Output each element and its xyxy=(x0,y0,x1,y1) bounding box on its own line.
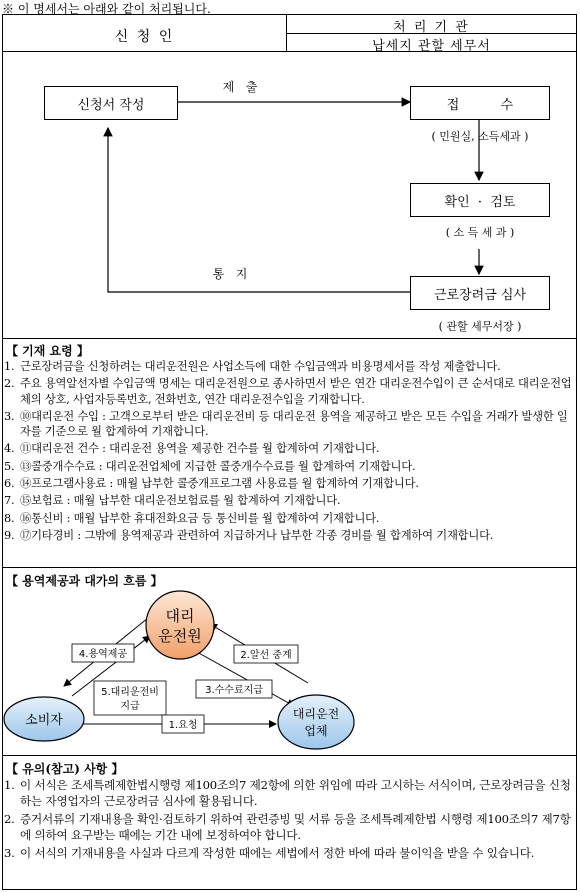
flow-review-label: 확인 · 검토 xyxy=(444,194,516,210)
guide-list xyxy=(4,359,576,545)
note-item-num: 3. xyxy=(4,846,15,860)
guide-item-text: ⑪대리운전 건수 : 대리운전 용역을 제공한 건수를 월 합계하여 기재합니다. xyxy=(20,442,380,456)
flow-review-box xyxy=(410,183,550,217)
flow-judge-box xyxy=(410,276,550,310)
service-flow-title: 【 용역제공과 대가의 흐름 】 xyxy=(6,574,163,588)
guide-item-text: ⑬콜중개수수료 : 대리운전업체에 지급한 콜중개수수료를 월 합계하여 기재합니다. xyxy=(20,459,416,473)
guide-item-text: ⑯통신비 : 매월 납부한 휴대전화요금 등 통신비를 월 합계하여 기재합니다. xyxy=(20,511,380,525)
header-processor: 처 리 기 관 xyxy=(393,20,470,35)
guide-item-num: 2. xyxy=(4,377,15,391)
company-label-2: 업체 xyxy=(304,724,328,738)
guide-item-text: ⑰기타경비 : 그밖에 용역제공과 관련하여 지급하거나 납부한 각종 경비를 월 합계하여 기재합니다. xyxy=(20,528,494,542)
flow-receive-sub: ( 민원실, 소득세과 ) xyxy=(431,130,529,143)
list-item xyxy=(4,476,576,491)
guide-item-text: 근로장려금을 신청하려는 대리운전원은 사업소득에 대한 수입금액과 비용명세서를 작성 제출합니다. xyxy=(20,360,501,373)
guide-item-text: ⑮보험료 : 매월 납부한 대리운전보험료를 월 합계하여 기재합니다. xyxy=(20,494,341,508)
notes-title: 【 유의(참고) 사항 】 xyxy=(6,762,124,776)
step3-label: 3.수수료지급 xyxy=(205,685,263,696)
guide-item-num: 9. xyxy=(4,528,15,542)
note-item-num: 2. xyxy=(4,812,15,826)
list-item xyxy=(4,511,576,526)
flow-receive-label: 접 수 xyxy=(446,97,514,113)
header-tax-office: 납세지 관할 세무서 xyxy=(372,39,491,54)
step5-label-2: 지급 xyxy=(120,701,140,712)
guide-item-text: ⑭프로그램사용료 : 매월 납부한 콜중개프로그램 사용료를 월 합계하여 기재합니다. xyxy=(20,477,419,491)
guide-item-num: 7. xyxy=(4,494,15,508)
guide-item-text: ⑩대리운전 수입 : 고객으로부터 받은 대리운전비 등 대리운전 용역을 제공하고 받은 모든 수입을 거래가 발생한 일자를 기준으로 월 합계하여 기재합니다. xyxy=(20,409,568,439)
notes-list xyxy=(4,777,576,863)
note-item-text: 증거서류의 기재내용을 확인·검토하기 위하여 관련증빙 및 서류 등을 조세특례제한법 시행령 제100조의7 제7항에 의하여 요구받는 때에는 기간 내에 보정하여야 합니다. xyxy=(20,812,571,842)
guide-item-num: 4. xyxy=(4,442,15,456)
list-item xyxy=(4,811,576,843)
company-node xyxy=(278,695,354,749)
header-applicant: 신 청 인 xyxy=(114,29,175,45)
driver-label-2: 운전원 xyxy=(158,627,202,645)
step2-label: 2.알선 중계 xyxy=(240,650,292,661)
list-item xyxy=(4,493,576,508)
list-item xyxy=(4,528,576,543)
divider-notes xyxy=(2,755,577,756)
list-item xyxy=(4,845,576,861)
guide-item-num: 5. xyxy=(4,459,15,473)
flow-submit-label: 제 출 xyxy=(222,80,258,94)
note-item-text: 이 서식의 기재내용을 사실과 다르게 작성한 때에는 세법에서 정한 바에 따라 불이익을 받을 수 있습니다. xyxy=(20,846,535,860)
service-flow-diagram xyxy=(0,588,580,750)
step4-label: 4.용역제공 xyxy=(78,649,128,660)
flow-write-label: 신청서 작성 xyxy=(77,97,145,113)
consumer-label: 소비자 xyxy=(25,713,63,728)
guide-title: 【 기재 요령 】 xyxy=(6,344,89,358)
step1-label: 1.요청 xyxy=(168,720,198,731)
flow-receive-box xyxy=(410,86,550,120)
driver-label-1: 대리 xyxy=(165,607,195,625)
list-item xyxy=(4,459,576,474)
guide-item-num: 8. xyxy=(4,511,15,525)
guide-item-num: 1. xyxy=(4,360,15,373)
flow-review-sub: ( 소 득 세 과 ) xyxy=(445,226,515,239)
note-item-num: 1. xyxy=(4,778,15,792)
list-item xyxy=(4,441,576,456)
driver-node xyxy=(146,591,214,659)
step5-label-1: 5.대리운전비 xyxy=(101,687,159,698)
note-item-text: 이 서식은 조세특례제한법시행령 제100조의7 제2항에 의한 위임에 따라 고시하는 서식이며, 근로장려금을 신청하는 자영업자의 근로장려금 심사에 활용됩니다. xyxy=(20,778,571,808)
list-item xyxy=(4,376,576,407)
divider-service xyxy=(2,567,577,568)
guide-item-num: 6. xyxy=(4,477,15,491)
flow-judge-sub: ( 관할 세무서장 ) xyxy=(438,320,522,333)
notice-text: ※ 이 명세서는 아래와 같이 처리됩니다. xyxy=(2,2,211,16)
list-item xyxy=(4,359,576,374)
flow-judge-label: 근로장려금 심사 xyxy=(433,287,527,303)
guide-item-text: 주요 용역알선자별 수입금액 명세는 대리운전원으로 종사하면서 받은 연간 대리운전수입이 큰 순서대로 대리운전업체의 상호, 사업자등록번호, 전화번호, 연간 대리운전수입을 기재합니다. xyxy=(20,377,572,406)
divider-guide xyxy=(2,338,577,339)
list-item xyxy=(4,777,576,809)
flow-write-box xyxy=(44,86,178,120)
company-label-1: 대리운전 xyxy=(292,707,340,721)
flow-notify-label: 통 지 xyxy=(212,267,248,281)
guide-item-num: 3. xyxy=(4,409,15,423)
list-item xyxy=(4,409,576,440)
